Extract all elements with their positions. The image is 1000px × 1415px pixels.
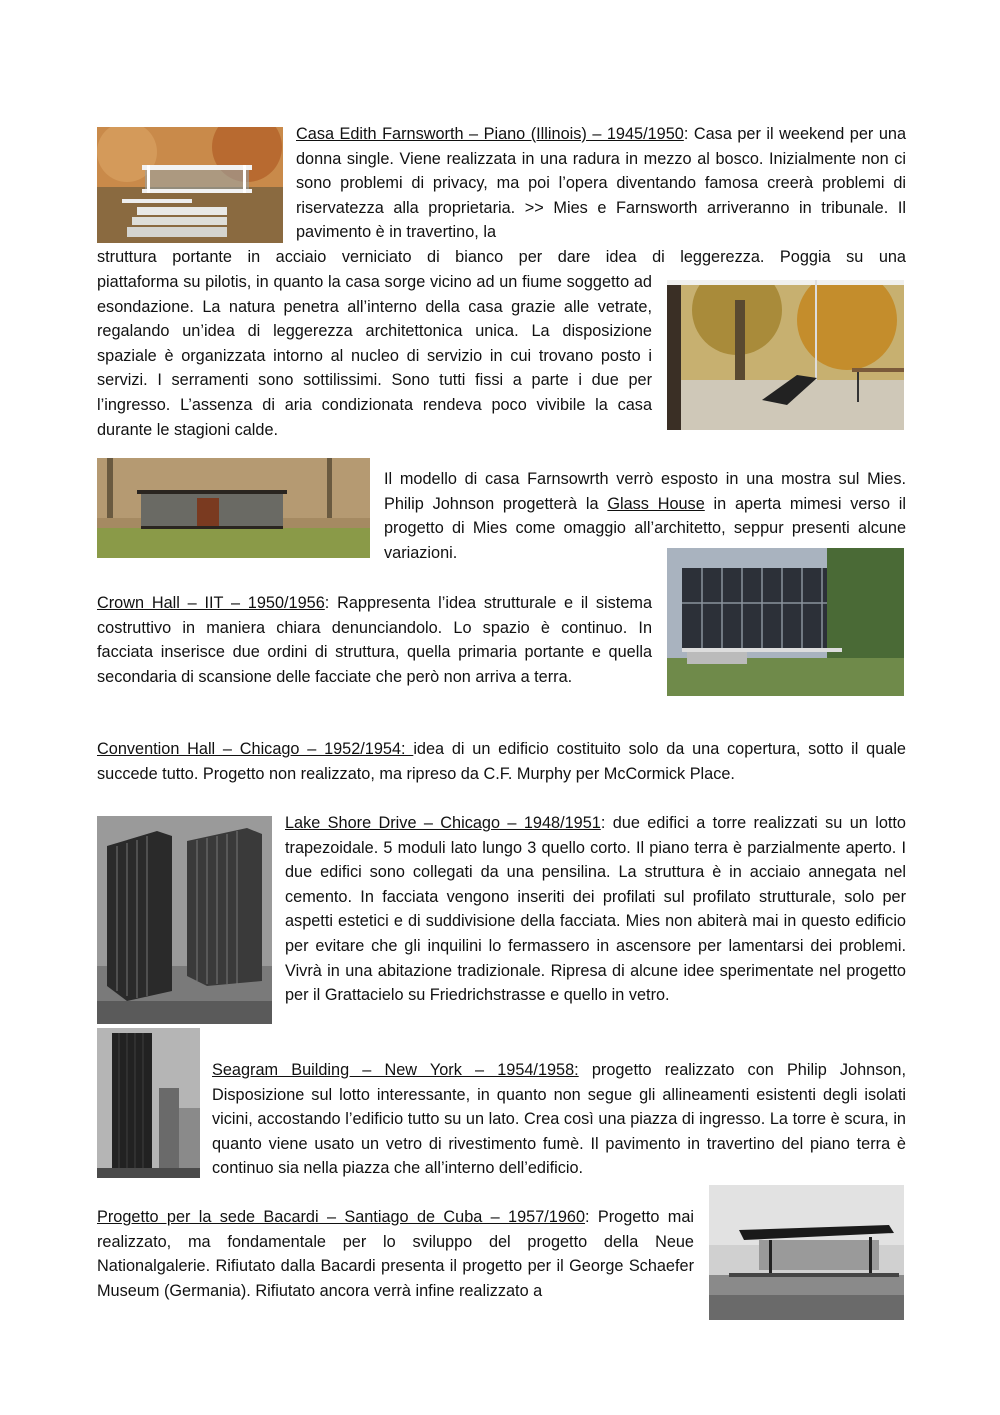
crown-hall-photo <box>667 548 904 696</box>
seagram-building-body: progetto realizzato con Philip Johnson, Disposizione sul lotto interessante, in quanto non segue gli allineamenti esistenti degli isolati vicini, accostando l’edificio tutto su un lato. Crea così una piazza di ingresso. La torre è scura, in quanto viene usato un vetro di rivestimento fumè. Il pavimento in travertino del piano terra è continuo sia nella piazza che all’interno dell’edificio. <box>212 1061 906 1178</box>
lake-shore-drive-body: : due edifici a torre realizzati su un lotto trapezoidale. 5 moduli lato lungo 3 quello corto. Il piano terra è parzialmente aperto. I due edifici sono collegati da una pensilina. La struttura è in acciaio annegata nel cemento. In facciata vengono inseriti dei profilati sul profilato strutturale, solo per aspetti estetici e di suddivisione della facciata. Mies non abiterà mai in questo edificio per evitare che gli inquilini lo fermassero in ascensore per lamentarsi dei problemi. Vivrà in una abitazione tradizionale. Ripresa di alcune idee sperimentate nel progetto per il Grattacielo su Friedrichstrasse e quello in vetro. <box>285 814 906 1005</box>
lake-shore-drive-title: Lake Shore Drive – Chicago – 1948/1951 <box>285 814 601 832</box>
bacardi-body: : Progetto mai realizzato, ma fondamentale per lo sviluppo del progetto della Neue Nationalgalerie. Rifiutato dalla Bacardi presenta il progetto per il George Schaefer Museum (Germania). Rifiutato ancora verrà infine realizzato a <box>97 1208 694 1300</box>
convention-hall-body: idea di un edificio costituito solo da una copertura, sotto il quale succede tutto. Progetto non realizzato, ma ripreso da C.F. Murphy per McCormick Place. <box>97 740 906 783</box>
farnsworth-intro-text: : Casa per il weekend per una donna single. Viene realizzata in una radura in mezzo al bosco. Inizialmente non ci sono problemi di privacy, ma poi l’opera diventando famosa creerà problemi di riservatezza alla proprietaria. >> Mies e Farnsworth arriveranno in tribunale. Il pavimento è in travertino, la <box>296 125 906 242</box>
farnsworth-continuation-1 <box>97 245 906 270</box>
seagram-building-photo <box>97 1028 200 1178</box>
glass-house-photo <box>97 458 370 558</box>
seagram-building-title: Seagram Building – New York – 1954/1958: <box>212 1061 579 1079</box>
seagram-building-text <box>212 1058 906 1181</box>
bacardi-title: Progetto per la sede Bacardi – Santiago de Cuba – 1957/1960 <box>97 1208 586 1226</box>
farnsworth-intro <box>296 122 906 245</box>
convention-hall-text <box>97 737 906 786</box>
lake-shore-drive-photo <box>97 816 272 1024</box>
crown-hall-body: : Rappresenta l’idea strutturale e il sistema costruttivo in maniera chiara denunciandolo. Lo spazio è continuo. In facciata inserisce due ordini di struttura, quella primaria portante e quella secondaria di scansione delle facciate che però non arriva a terra. <box>97 594 653 686</box>
lake-shore-drive-text <box>285 811 906 1008</box>
crown-hall-text <box>97 591 652 689</box>
farnsworth-cont2-text: piattaforma su pilotis, in quanto la casa sorge vicino ad un fiume soggetto ad esondazione. La natura penetra all’interno della casa grazie alle vetrate, regalando un’idea di leggerezza architettonica unica. La disposizione spaziale è organizzata intorno al nucleo di servizio in cui trovano posto i servizi. I serramenti sono sottilissimi. Sono tutti fissi a parte i due per l’ingresso. L’assenza di aria condizionata rendeva poco vivibile la casa durante le stagioni calde. <box>97 273 652 439</box>
bacardi-text <box>97 1205 694 1303</box>
farnsworth-cont1-text: struttura portante in acciaio verniciato di bianco per dare idea di leggerezza. Poggia su una <box>97 248 906 266</box>
farnsworth-continuation-2 <box>97 270 652 442</box>
farnsworth-title: Casa Edith Farnsworth – Piano (Illinois) – 1945/1950 <box>296 125 684 143</box>
bacardi-photo <box>709 1185 904 1320</box>
glass-house-text-after: in aperta mimesi verso il progetto di Mies come omaggio all’architetto, seppur presenti alcune variazioni. <box>384 494 906 562</box>
farnsworth-exterior-photo <box>97 127 283 243</box>
glass-house-text-before: Il modello di casa Farnsowrth verrò esposto in una mostra sul Mies. Philip Johnson progetterà la <box>384 470 906 513</box>
farnsworth-interior-photo <box>667 280 904 430</box>
convention-hall-title: Convention Hall – Chicago – 1952/1954: <box>97 740 414 758</box>
glass-house-link: Glass House <box>607 494 705 513</box>
crown-hall-title: Crown Hall – IIT – 1950/1956 <box>97 594 325 612</box>
